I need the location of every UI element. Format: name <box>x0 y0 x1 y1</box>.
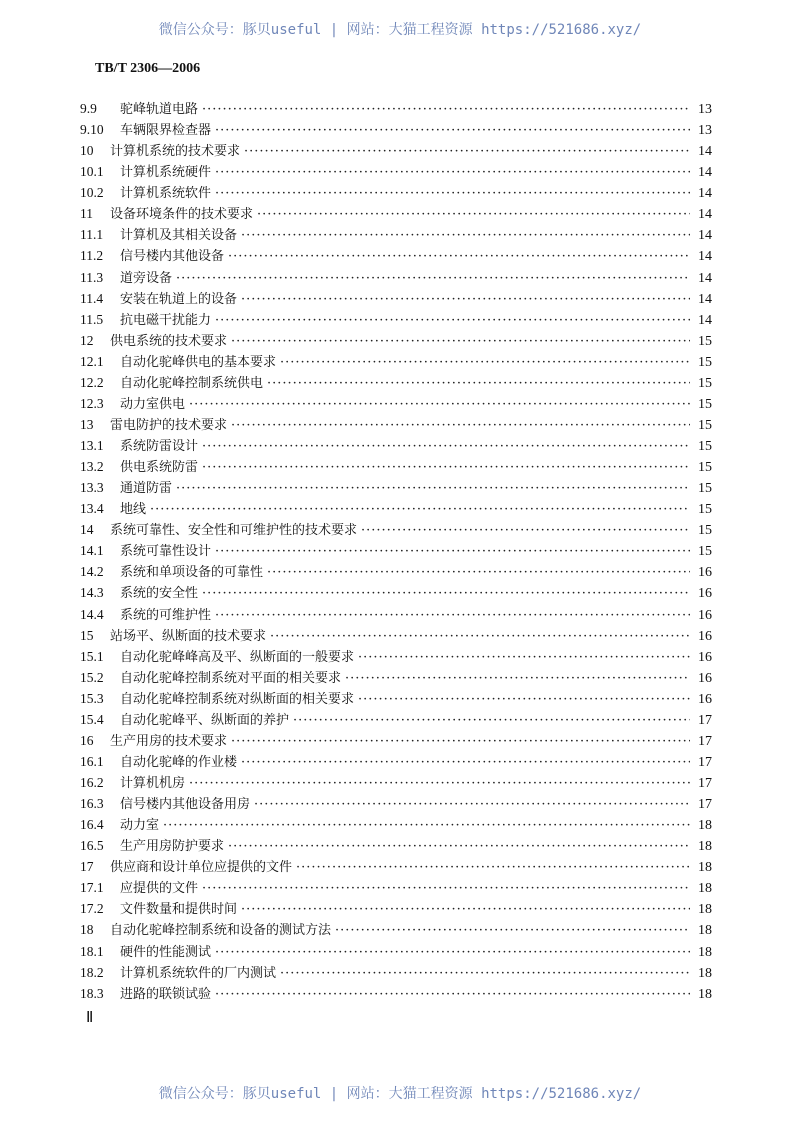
toc-entry[interactable] <box>80 309 712 330</box>
toc-entry-number: 17.1 <box>80 880 104 896</box>
toc-leader-dots <box>270 626 690 647</box>
toc-leader-dots <box>361 520 690 541</box>
toc-leader-dots <box>202 878 690 899</box>
toc-entry-number: 13.3 <box>80 480 104 496</box>
toc-entry-title: 自动化驼峰控制系统对纵断面的相关要求 <box>120 691 355 707</box>
toc-entry-title: 计算机系统软件 <box>120 186 212 202</box>
toc-entry-page: 15 <box>698 375 712 391</box>
toc-entry[interactable] <box>80 245 712 266</box>
toc-leader-dots <box>241 899 690 920</box>
watermark-bottom: 微信公众号：豚贝useful | 网站：大猫工程资源 https://521686.xyz/ <box>158 1086 642 1102</box>
toc-entry-title: 系统可靠性、安全性和可维护性的技术要求 <box>110 523 358 539</box>
toc-entry-title: 设备环境条件的技术要求 <box>110 207 254 223</box>
toc-leader-dots <box>202 99 690 120</box>
toc-entry[interactable] <box>80 435 712 456</box>
toc-entry-title: 系统和单项设备的可靠性 <box>120 565 264 581</box>
toc-entry[interactable] <box>80 625 712 646</box>
toc-entry[interactable] <box>80 898 712 919</box>
toc-entry-number: 10 <box>80 143 94 159</box>
toc-leader-dots <box>215 541 690 562</box>
toc-leader-dots <box>202 457 690 478</box>
toc-entry-number: 14.3 <box>80 585 104 601</box>
toc-entry[interactable] <box>80 498 712 519</box>
toc-entry-page: 15 <box>698 396 712 412</box>
toc-leader-dots <box>231 415 690 436</box>
toc-entry-title: 系统可靠性设计 <box>120 544 212 560</box>
toc-entry[interactable] <box>80 98 712 119</box>
toc-leader-dots <box>358 647 690 668</box>
toc-entry-number: 14 <box>80 522 94 538</box>
toc-entry-page: 14 <box>698 249 712 265</box>
toc-entry-title: 道旁设备 <box>120 270 173 286</box>
toc-entry-page: 16 <box>698 628 712 644</box>
toc-entry[interactable] <box>80 414 712 435</box>
toc-leader-dots <box>189 394 690 415</box>
toc-leader-dots <box>215 310 690 331</box>
toc-entry-page: 13 <box>698 123 712 139</box>
toc-leader-dots <box>231 731 690 752</box>
toc-entry-number: 16.3 <box>80 796 104 812</box>
toc-entry-page: 13 <box>698 102 712 117</box>
toc-entry-page: 14 <box>698 207 712 223</box>
toc-entry[interactable] <box>80 561 712 582</box>
toc-entry-title: 硬件的性能测试 <box>120 944 212 960</box>
toc-entry-title: 计算机及其相关设备 <box>120 228 238 244</box>
toc-entry[interactable] <box>80 983 712 1004</box>
toc-entry-title: 自动化驼峰供电的基本要求 <box>120 354 277 370</box>
toc-entry-number: 15.2 <box>80 669 104 685</box>
toc-entry-title: 计算机系统的技术要求 <box>110 144 241 160</box>
toc-leader-dots <box>244 141 690 162</box>
toc-entry-page: 18 <box>698 881 712 897</box>
toc-entry-page: 17 <box>698 797 712 813</box>
toc-entry-title: 信号楼内其他设备 <box>120 249 225 265</box>
toc-entry-number: 11.5 <box>80 311 104 327</box>
toc-entry-page: 15 <box>698 439 712 454</box>
page-folio: Ⅱ <box>86 1010 94 1026</box>
toc-entry-page: 18 <box>698 944 712 960</box>
toc-entry-title: 自动化驼峰峰高及平、纵断面的一般要求 <box>120 649 355 665</box>
toc-entry-title: 计算机系统软件的厂内测试 <box>120 965 277 981</box>
toc-entry-number: 9.10 <box>80 122 104 138</box>
toc-entry-page: 16 <box>698 565 712 581</box>
toc-entry-number: 11 <box>80 206 93 222</box>
toc-entry-number: 12.3 <box>80 395 104 411</box>
toc-entry-number: 13.4 <box>80 501 104 517</box>
toc-entry-page: 14 <box>698 312 712 328</box>
toc-leader-dots <box>176 268 690 289</box>
toc-entry-number: 15.1 <box>80 648 104 664</box>
toc-entry-page: 18 <box>698 923 712 939</box>
toc-entry-title: 生产用房的技术要求 <box>110 733 228 749</box>
toc-leader-dots <box>202 436 690 457</box>
toc-entry-number: 16.5 <box>80 838 104 854</box>
toc-entry-number: 17.2 <box>80 901 104 917</box>
toc-entry-number: 12.2 <box>80 374 104 390</box>
toc-entry-page: 14 <box>698 228 712 244</box>
toc-entry[interactable] <box>80 477 712 498</box>
toc-leader-dots <box>202 583 690 604</box>
toc-entry-page: 16 <box>698 586 712 602</box>
toc-entry-number: 18.1 <box>80 943 104 959</box>
toc-leader-dots <box>345 668 690 689</box>
toc-entry[interactable] <box>80 224 712 245</box>
toc-entry-number: 17 <box>80 859 94 875</box>
toc-entry-title: 站场平、纵断面的技术要求 <box>110 628 267 644</box>
toc-entry-title: 文件数量和提供时间 <box>120 902 238 918</box>
toc-entry-title: 信号楼内其他设备用房 <box>120 797 251 813</box>
toc-entry[interactable] <box>80 288 712 309</box>
toc-entry-title: 雷电防护的技术要求 <box>110 417 228 433</box>
toc-leader-dots <box>241 225 690 246</box>
toc-leader-dots <box>215 183 690 204</box>
toc-leader-dots <box>215 984 690 1005</box>
toc-entry-page: 15 <box>698 417 712 433</box>
toc-entry[interactable] <box>80 688 712 709</box>
toc-entry-title: 系统的安全性 <box>120 586 199 602</box>
toc-entry[interactable] <box>80 835 712 856</box>
toc-entry-number: 14.4 <box>80 606 104 622</box>
toc-entry-title: 自动化驼峰控制系统对平面的相关要求 <box>120 670 342 686</box>
toc-leader-dots <box>215 120 690 141</box>
toc-entry-page: 18 <box>698 839 712 855</box>
toc-entry-page: 16 <box>698 691 712 707</box>
toc-entry[interactable] <box>80 582 712 603</box>
toc-entry[interactable] <box>80 330 712 351</box>
toc-leader-dots <box>267 562 690 583</box>
toc-entry-title: 供应商和设计单位应提供的文件 <box>110 860 293 876</box>
toc-leader-dots <box>150 499 690 520</box>
toc-entry-title: 进路的联锁试验 <box>120 986 212 1002</box>
toc-entry-page: 18 <box>698 818 712 834</box>
toc-leader-dots <box>215 942 690 963</box>
toc-leader-dots <box>280 963 690 984</box>
toc-leader-dots <box>228 246 690 267</box>
toc-entry-title: 动力室供电 <box>120 396 186 412</box>
toc-entry-number: 18.2 <box>80 964 104 980</box>
toc-entry-number: 15.4 <box>80 711 104 727</box>
toc-entry[interactable] <box>80 456 712 477</box>
toc-entry[interactable] <box>80 856 712 877</box>
toc-entry[interactable] <box>80 730 712 751</box>
toc-leader-dots <box>257 204 690 225</box>
toc-entry[interactable] <box>80 709 712 730</box>
toc-entry-page: 18 <box>698 860 712 876</box>
toc-entry[interactable] <box>80 540 712 561</box>
toc-entry-number: 14.1 <box>80 543 104 559</box>
toc-leader-dots <box>293 710 690 731</box>
toc-entry-page: 14 <box>698 291 712 307</box>
toc-entry[interactable] <box>80 140 712 161</box>
toc-entry-title: 地线 <box>120 502 147 518</box>
table-of-contents <box>80 98 712 1004</box>
toc-entry-page: 16 <box>698 670 712 686</box>
toc-entry-number: 14.2 <box>80 564 104 580</box>
toc-entry-page: 16 <box>698 649 712 665</box>
toc-leader-dots <box>335 920 690 941</box>
toc-entry-title: 动力室 <box>120 818 160 834</box>
toc-entry-title: 系统的可维护性 <box>120 607 212 623</box>
toc-entry-page: 15 <box>698 460 712 476</box>
toc-entry-title: 车辆限界检查器 <box>120 123 212 139</box>
toc-entry[interactable] <box>80 646 712 667</box>
toc-entry-title: 供电系统的技术要求 <box>110 333 228 349</box>
toc-entry-title: 计算机系统硬件 <box>120 165 212 181</box>
toc-entry-title: 供电系统防雷 <box>120 460 199 476</box>
toc-entry-title: 自动化驼峰的作业楼 <box>120 754 238 770</box>
toc-entry-page: 15 <box>698 481 712 497</box>
toc-entry[interactable] <box>80 667 712 688</box>
watermark-top: 微信公众号：豚贝useful | 网站：大猫工程资源 https://521686.xyz/ <box>158 22 642 38</box>
toc-entry-page: 18 <box>698 902 712 918</box>
toc-entry[interactable] <box>80 182 712 203</box>
toc-leader-dots <box>228 836 690 857</box>
toc-entry-number: 10.2 <box>80 185 104 201</box>
toc-entry-page: 16 <box>698 607 712 623</box>
toc-entry-number: 11.2 <box>80 248 104 264</box>
toc-entry-number: 12.1 <box>80 353 104 369</box>
toc-entry-page: 14 <box>698 165 712 181</box>
toc-entry-number: 13.2 <box>80 459 104 475</box>
toc-entry-title: 抗电磁干扰能力 <box>120 312 212 328</box>
toc-entry-title: 驼峰轨道电路 <box>120 102 199 117</box>
toc-entry-page: 14 <box>698 144 712 160</box>
toc-entry[interactable] <box>80 161 712 182</box>
standard-number-header: TB/T 2306—2006 <box>95 61 201 76</box>
toc-leader-dots <box>358 689 690 710</box>
toc-entry[interactable] <box>80 393 712 414</box>
toc-entry-number: 15 <box>80 627 94 643</box>
toc-leader-dots <box>280 352 690 373</box>
toc-entry-number: 16.1 <box>80 753 104 769</box>
toc-entry-title: 计算机机房 <box>120 776 186 791</box>
toc-entry-number: 12 <box>80 332 94 348</box>
toc-entry[interactable] <box>80 519 712 540</box>
toc-entry-number: 11.1 <box>80 227 104 243</box>
toc-entry-page: 17 <box>698 733 712 749</box>
toc-entry[interactable] <box>80 267 712 288</box>
toc-entry-title: 自动化驼峰控制系统和设备的测试方法 <box>110 923 332 939</box>
toc-entry-number: 9.9 <box>80 101 97 116</box>
toc-leader-dots <box>176 478 690 499</box>
toc-entry[interactable] <box>80 203 712 224</box>
toc-entry[interactable] <box>80 751 712 772</box>
toc-entry-title: 自动化驼峰控制系统供电 <box>120 375 264 391</box>
toc-entry-number: 16.2 <box>80 775 104 790</box>
toc-entry-title: 应提供的文件 <box>120 881 199 897</box>
toc-leader-dots <box>189 773 690 794</box>
toc-entry-number: 18 <box>80 922 94 938</box>
toc-entry-title: 安装在轨道上的设备 <box>120 291 238 307</box>
toc-entry-page: 15 <box>698 354 712 370</box>
toc-entry[interactable] <box>80 962 712 983</box>
toc-leader-dots <box>163 815 690 836</box>
toc-entry-page: 17 <box>698 754 712 770</box>
toc-leader-dots <box>231 331 690 352</box>
toc-entry[interactable] <box>80 877 712 898</box>
toc-entry-page: 17 <box>698 712 712 728</box>
toc-entry-page: 14 <box>698 186 712 202</box>
toc-entry[interactable] <box>80 119 712 140</box>
toc-entry-number: 13.1 <box>80 438 104 453</box>
toc-entry-title: 生产用房防护要求 <box>120 839 225 855</box>
toc-entry[interactable] <box>80 814 712 835</box>
toc-leader-dots <box>241 752 690 773</box>
toc-entry-page: 15 <box>698 333 712 349</box>
toc-entry-number: 10.1 <box>80 164 104 180</box>
toc-entry-number: 11.3 <box>80 269 104 285</box>
toc-entry[interactable] <box>80 604 712 625</box>
toc-entry[interactable] <box>80 772 712 793</box>
toc-leader-dots <box>241 289 690 310</box>
toc-entry[interactable] <box>80 793 712 814</box>
toc-leader-dots <box>254 794 690 815</box>
toc-entry[interactable] <box>80 351 712 372</box>
toc-entry-title: 通道防雷 <box>120 481 173 497</box>
toc-entry-number: 16 <box>80 732 94 748</box>
toc-entry[interactable] <box>80 941 712 962</box>
toc-entry-number: 13 <box>80 416 94 432</box>
toc-entry-page: 15 <box>698 523 712 539</box>
toc-entry-title: 自动化驼峰平、纵断面的养护 <box>120 712 290 728</box>
toc-entry-page: 17 <box>698 776 712 791</box>
toc-leader-dots <box>215 162 690 183</box>
toc-entry[interactable] <box>80 919 712 940</box>
toc-entry[interactable] <box>80 372 712 393</box>
toc-leader-dots <box>215 605 690 626</box>
toc-entry-page: 14 <box>698 270 712 286</box>
toc-entry-number: 16.4 <box>80 817 104 833</box>
toc-entry-number: 18.3 <box>80 985 104 1001</box>
toc-leader-dots <box>296 857 690 878</box>
toc-entry-number: 15.3 <box>80 690 104 706</box>
toc-entry-page: 15 <box>698 502 712 518</box>
toc-entry-page: 18 <box>698 986 712 1002</box>
toc-entry-number: 11.4 <box>80 290 104 306</box>
toc-entry-title: 系统防雷设计 <box>120 439 199 454</box>
toc-entry-page: 18 <box>698 965 712 981</box>
toc-entry-page: 15 <box>698 544 712 560</box>
toc-leader-dots <box>267 373 690 394</box>
